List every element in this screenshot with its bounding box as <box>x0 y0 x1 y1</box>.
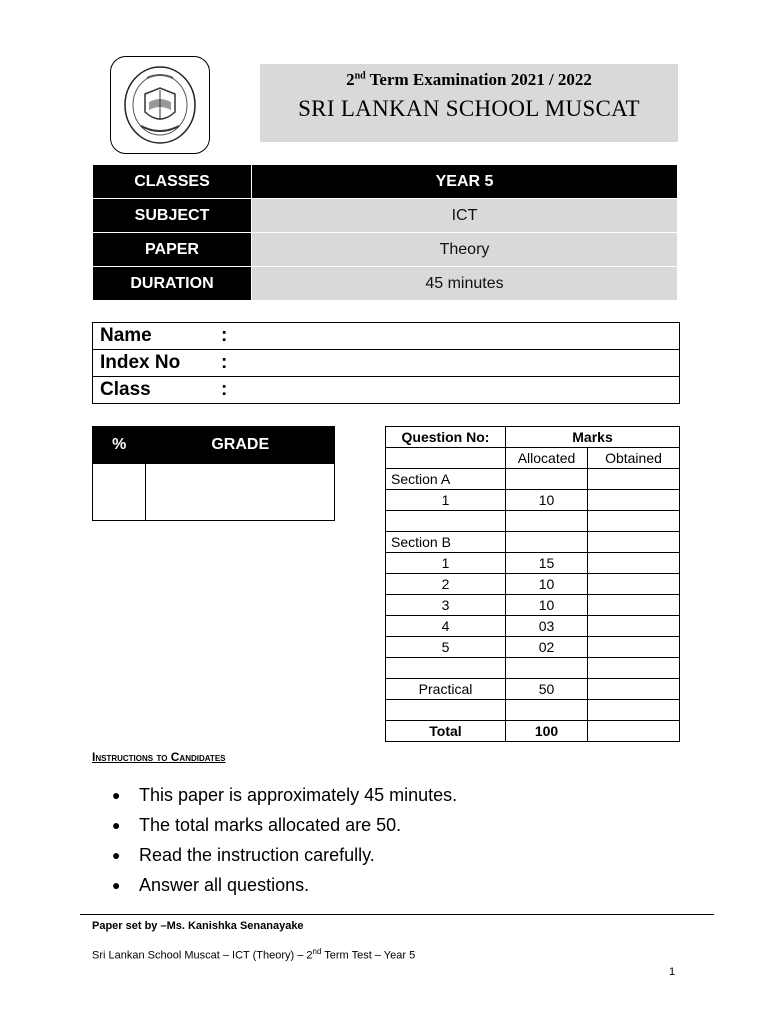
practical-label: Practical <box>386 679 506 700</box>
instructions-title: Instructions to Candidates <box>92 750 226 764</box>
colon: : <box>221 325 228 346</box>
table-row <box>386 721 680 742</box>
total-marks: 100 <box>506 721 588 742</box>
bullet-icon: ● <box>112 817 121 833</box>
colon: : <box>221 379 228 400</box>
table-row <box>386 511 680 532</box>
table-row <box>386 490 680 511</box>
obtained-cell <box>588 616 680 637</box>
footer-divider <box>80 914 714 915</box>
school-name: SRI LANKAN SCHOOL MUSCAT <box>298 96 640 121</box>
question-number: 1 <box>386 490 506 511</box>
bullet-icon: ● <box>112 787 121 803</box>
obtained-cell <box>588 595 680 616</box>
question-number: 2 <box>386 574 506 595</box>
practical-marks: 50 <box>506 679 588 700</box>
page-number: 1 <box>669 966 676 978</box>
table-row <box>386 658 680 679</box>
name-label: Name <box>93 323 215 350</box>
allocated-marks: 10 <box>506 574 588 595</box>
name-field[interactable] <box>214 323 680 350</box>
student-details-table <box>92 322 680 404</box>
grade-cell <box>146 464 335 521</box>
obtained-header: Obtained <box>588 448 680 469</box>
index-no-label: Index No <box>93 350 215 377</box>
instructions-list <box>112 780 457 900</box>
list-item: ● The total marks allocated are 50. <box>112 810 457 840</box>
footer-caption: Sri Lankan School Muscat – ICT (Theory) – 2nd Term Test – Year 5 <box>92 947 416 962</box>
info-value: ICT <box>252 199 678 233</box>
table-row <box>386 637 680 658</box>
obtained-cell <box>588 553 680 574</box>
table-row <box>386 532 680 553</box>
table-row <box>386 616 680 637</box>
info-label: SUBJECT <box>93 199 252 233</box>
info-label: PAPER <box>93 233 252 267</box>
bullet-icon: ● <box>112 847 121 863</box>
question-no-header: Question No: <box>386 427 506 448</box>
bullet-icon: ● <box>112 877 121 893</box>
question-number: 3 <box>386 595 506 616</box>
table-row <box>386 595 680 616</box>
total-label: Total <box>386 721 506 742</box>
allocated-marks: 15 <box>506 553 588 574</box>
question-number: 4 <box>386 616 506 637</box>
class-field[interactable] <box>214 377 680 404</box>
obtained-cell <box>588 679 680 700</box>
index-no-field[interactable] <box>214 350 680 377</box>
class-label: Class <box>93 377 215 404</box>
section-a-label: Section A <box>386 469 506 490</box>
info-value: 45 minutes <box>252 267 678 301</box>
empty-cell <box>386 448 506 469</box>
list-item: ● Answer all questions. <box>112 870 457 900</box>
info-value: YEAR 5 <box>252 165 678 199</box>
exam-info-table <box>92 164 678 301</box>
exam-header <box>260 64 678 142</box>
info-label: CLASSES <box>93 165 252 199</box>
percent-header: % <box>93 427 146 464</box>
table-row <box>386 700 680 721</box>
list-item: ● This paper is approximately 45 minutes. <box>112 780 457 810</box>
question-number: 5 <box>386 637 506 658</box>
info-value: Theory <box>252 233 678 267</box>
paper-set-by: Paper set by –Ms. Kanishka Senanayake <box>92 920 304 932</box>
marks-table <box>385 426 680 742</box>
grade-header: GRADE <box>146 427 335 464</box>
allocated-marks: 10 <box>506 595 588 616</box>
colon: : <box>221 352 228 373</box>
question-number: 1 <box>386 553 506 574</box>
info-row-paper <box>93 233 678 267</box>
percent-cell <box>93 464 146 521</box>
table-row <box>386 469 680 490</box>
table-row <box>386 574 680 595</box>
info-row-subject <box>93 199 678 233</box>
obtained-total-cell <box>588 721 680 742</box>
crest-icon <box>121 64 199 146</box>
obtained-cell <box>588 490 680 511</box>
info-label: DURATION <box>93 267 252 301</box>
section-b-label: Section B <box>386 532 506 553</box>
allocated-marks: 02 <box>506 637 588 658</box>
list-item: ● Read the instruction carefully. <box>112 840 457 870</box>
allocated-marks: 10 <box>506 490 588 511</box>
table-row <box>386 553 680 574</box>
allocated-header: Allocated <box>506 448 588 469</box>
info-row-classes <box>93 165 678 199</box>
table-row <box>386 679 680 700</box>
info-row-duration <box>93 267 678 301</box>
school-crest-logo <box>110 56 210 154</box>
marks-header: Marks <box>506 427 680 448</box>
allocated-marks: 03 <box>506 616 588 637</box>
obtained-cell <box>588 574 680 595</box>
obtained-cell <box>588 637 680 658</box>
grade-table <box>92 426 335 521</box>
exam-title: 2nd Term Examination 2021 / 2022 <box>346 70 592 89</box>
